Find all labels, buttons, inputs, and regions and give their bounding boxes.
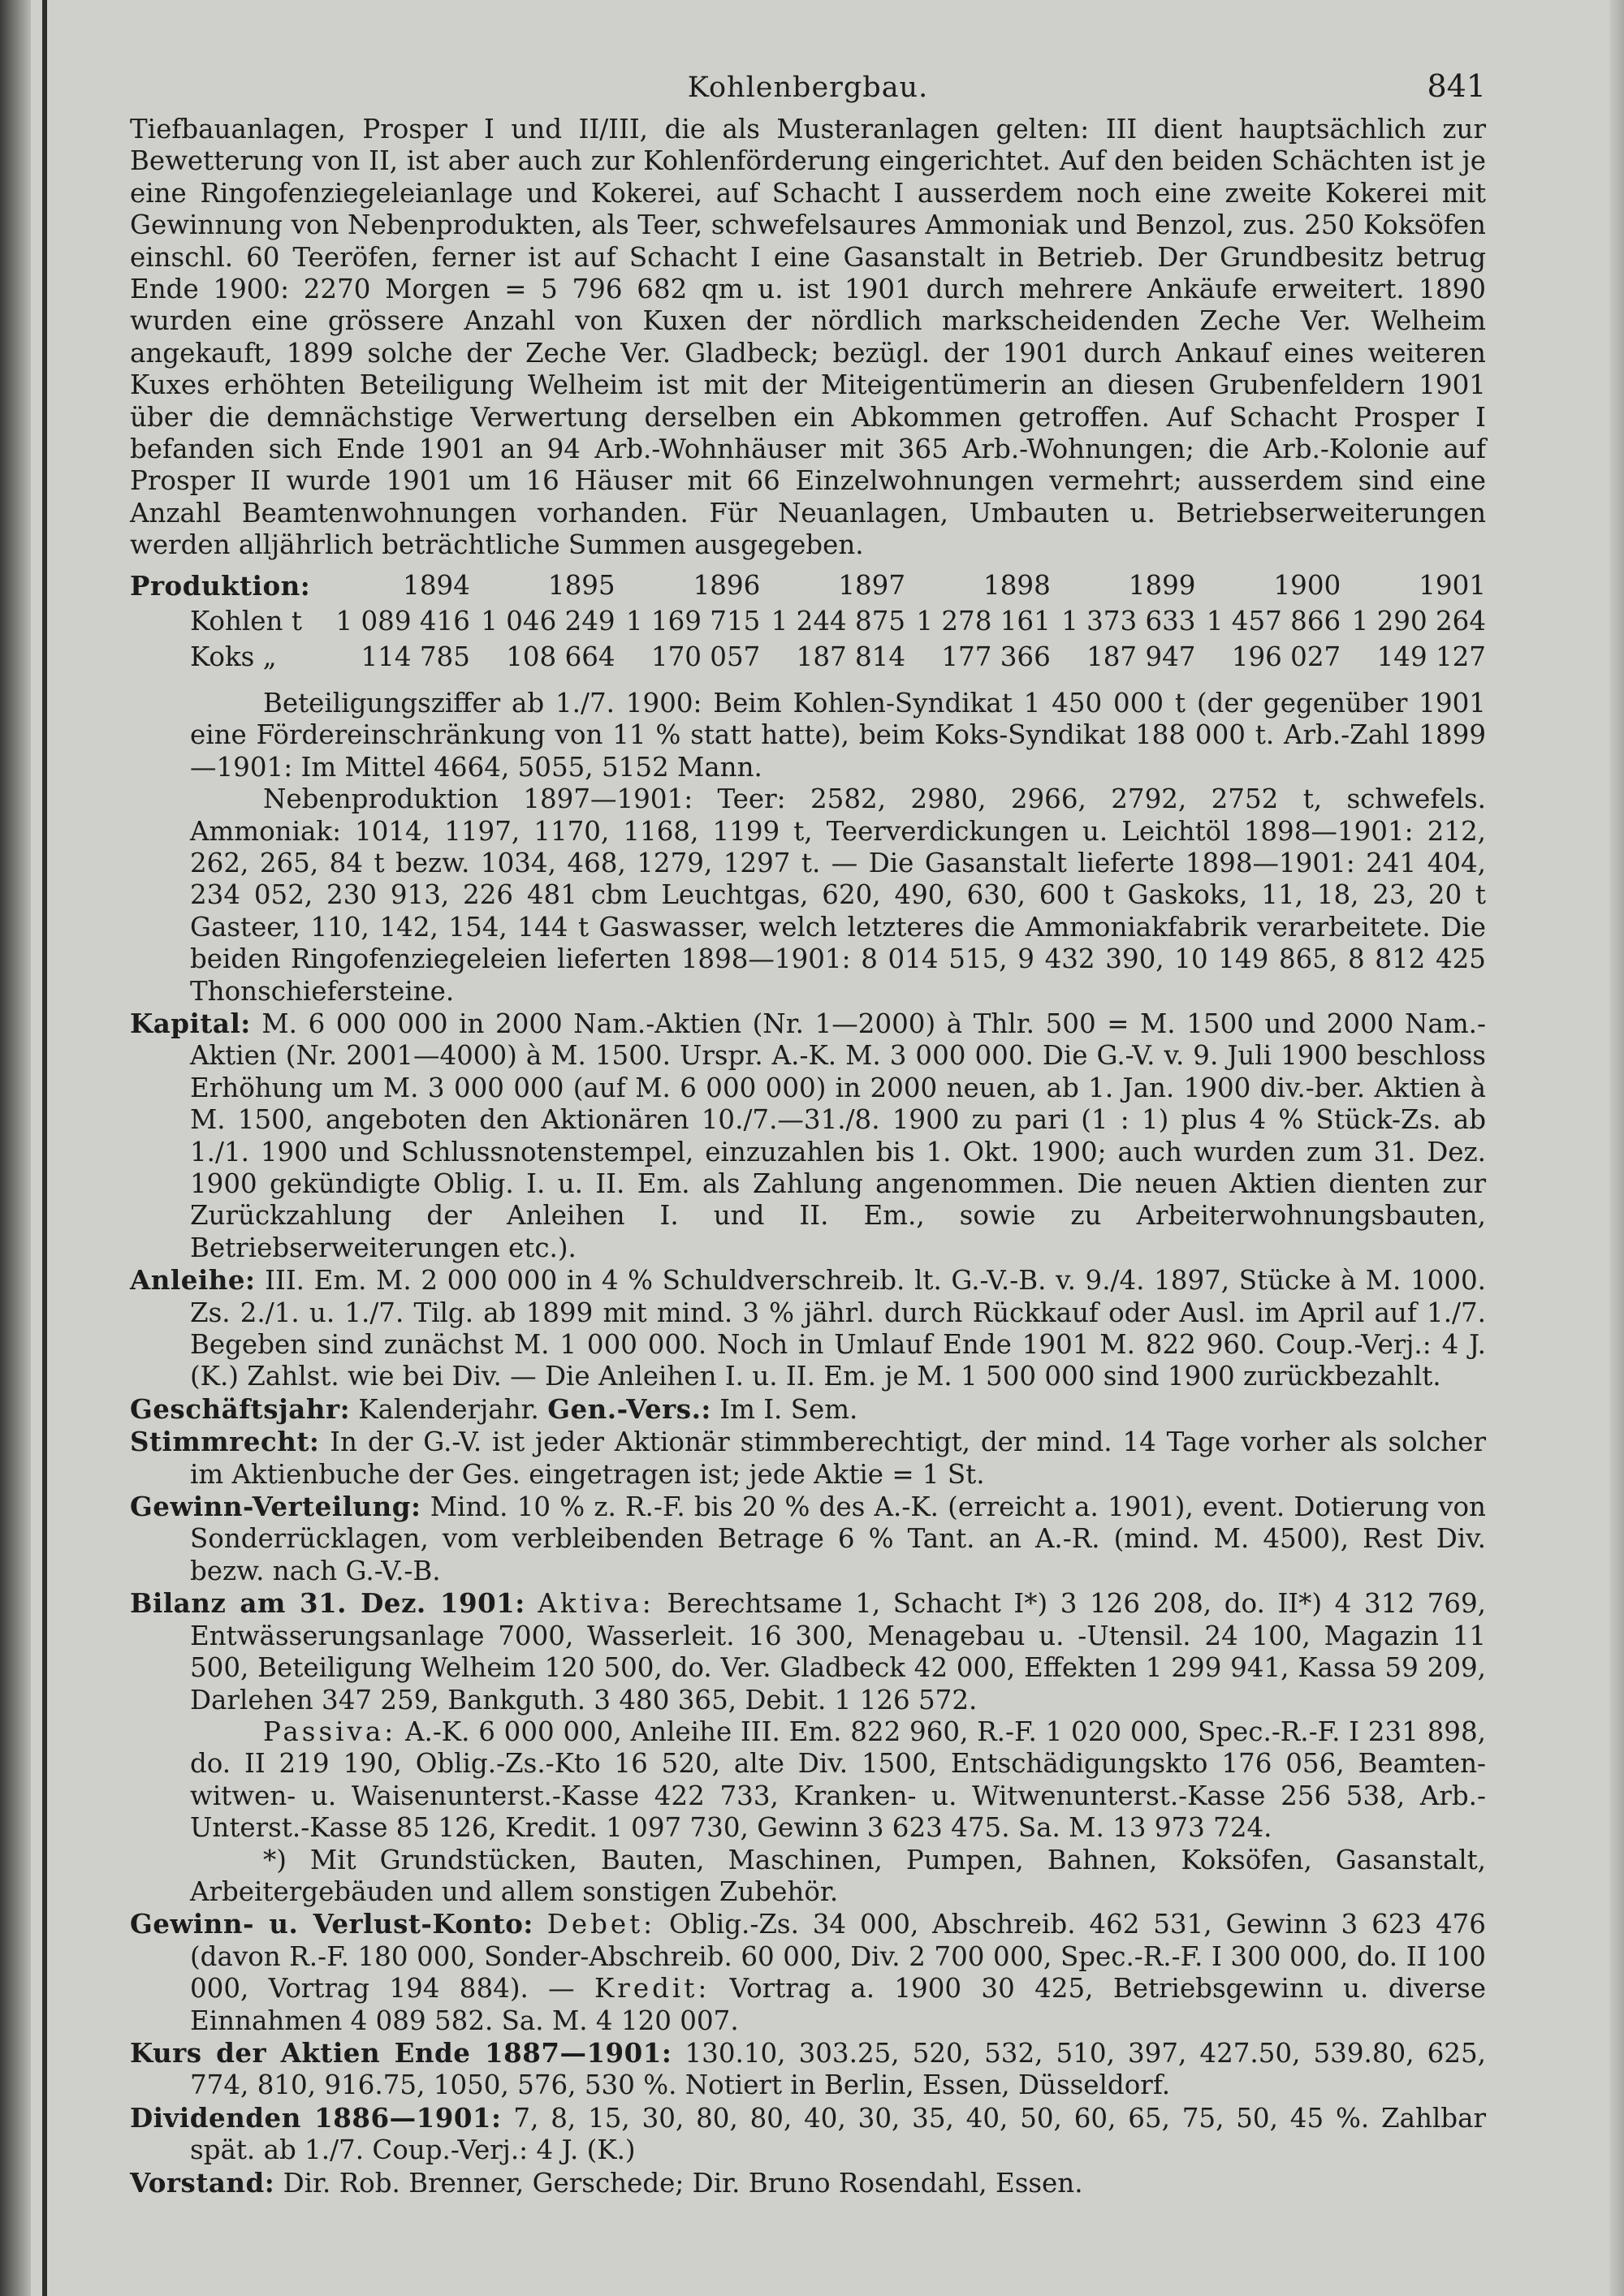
kurs-text: 130.10, 303.25, 520, 532, 510, 397, 427.50, 539.80, 625, 774, 810, 916.75, 1050, 576, 530 %. Notiert in Berlin, Essen, Düsseldorf.: [190, 2037, 1486, 2101]
value-cell: 1 046 249: [481, 606, 615, 637]
aktiva-label: Aktiva:: [538, 1588, 654, 1620]
geschaeftsjahr-text: Kalenderjahr.: [358, 1393, 539, 1425]
year-cell: 1897: [838, 570, 906, 602]
debet-label: Debet:: [546, 1909, 656, 1940]
document-body: [130, 114, 1486, 2199]
vorstand-text: Dir. Rob. Brenner, Gerschede; Dir. Bruno Rosendahl, Essen.: [283, 2167, 1083, 2199]
beteiligung-paragraph: Beteiligungsziffer ab 1./7. 1900: Beim Kohlen-Syndikat 1 450 000 t (der gegenüber 1901 eine Fördereinschränkung von 11 % statt hatte), beim Koks-Syndikat 188 000 t. Arb.-Zahl 1899—1901: Im Mittel 4664, 5055, 5152 Mann.: [190, 687, 1486, 783]
value-cell: 1 457 866: [1206, 606, 1341, 637]
value-cell: 187 947: [1086, 641, 1196, 672]
gewinn-verlust-entry: [130, 1908, 1486, 2037]
anleihe-label: Anleihe:: [130, 1264, 256, 1297]
year-cell: 1900: [1273, 570, 1341, 602]
production-label: Produktion:: [130, 569, 311, 602]
page-edge-line: [42, 0, 47, 2296]
debet-text: Oblig.-Zs. 34 000, Abschreib. 462 531, Gewinn 3 623 476 (davon R.-F. 180 000, Sonder-Abschreib. 60 000, Div. 2 700 000, Spec.-R.-F. I 300 000, do. II 100 000, Vortrag 194 884). —: [190, 1909, 1486, 2005]
gewinnverteilung-entry: [130, 1491, 1486, 1587]
stimmrecht-label: Stimmrecht:: [130, 1426, 320, 1458]
gewinnverteilung-label: Gewinn-Verteilung:: [130, 1491, 421, 1523]
nebenproduktion-paragraph: Nebenproduktion 1897—1901: Teer: 2582, 2980, 2966, 2792, 2752 t, schwefels. Ammoniak: 1014, 1197, 1170, 1168, 1199 t, Teerverdickungen u. Leichtöl 1898—1901: 212, 262, 265, 84 t bezw. 1034, 468, 1279, 1297 t. — Die Gasanstalt lieferte 1898—1901: 241 404, 234 052, 230 913, 226 481 cbm Leuchtgas, 620, 490, 630, 600 t Gaskoks, 11, 18, 23, 20 t Gasteer, 110, 142, 154, 144 t Gaswasser, welch letzteres die Ammoniakfabrik verarbeitete. Die beiden Ringofenziegeleien lieferten 1898—1901: 8 014 515, 9 432 390, 10 149 865, 8 812 425 Thonschiefersteine.: [190, 783, 1486, 1007]
bilanz-footnote: *) Mit Grundstücken, Bauten, Maschinen, Pumpen, Bahnen, Koksöfen, Gasanstalt, Arbeitergebäuden und allem sonstigen Zubehör.: [190, 1844, 1486, 1907]
kredit-text: Vortrag a. 1900 30 425, Betriebsgewinn u. diverse Einnahmen 4 089 582. Sa. M. 4 120 007.: [190, 1973, 1486, 2036]
generalversammlung-text: Im I. Sem.: [719, 1393, 858, 1425]
kredit-label: Kredit:: [594, 1973, 710, 2005]
passiva-text: A.-K. 6 000 000, Anleihe III. Em. 822 960, R.-F. 1 020 000, Spec.-R.-F. I 231 898, do. II 219 190, Oblig.-Zs.-Kto 16 520, alte Div. 1500, Entschädigungskto 176 056, Beamten-witwen- u. Waisenunterst.-Kasse 422 733, Kranken- u. Witwenunterst.-Kasse 256 538, Arb.-Unterst.-Kasse 85 126, Kredit. 1 097 730, Gewinn 3 623 475. Sa. M. 13 973 724.: [190, 1716, 1486, 1844]
anleihe-entry: [130, 1264, 1486, 1393]
row-unit: t: [291, 606, 302, 637]
year-cell: 1901: [1419, 570, 1486, 602]
kapital-entry: [130, 1008, 1486, 1264]
year-cell: 1894: [403, 570, 470, 602]
value-cell: 1 373 633: [1061, 606, 1196, 637]
value-cell: 149 127: [1376, 641, 1486, 672]
value-cell: 177 366: [941, 641, 1051, 672]
row-unit: „: [262, 641, 277, 672]
page-number: 841: [1427, 68, 1486, 104]
year-cell: 1895: [547, 570, 615, 602]
production-table: [130, 568, 1486, 675]
value-cell: 114 785: [361, 641, 470, 672]
anleihe-text: III. Em. M. 2 000 000 in 4 % Schuldverschreib. lt. G.-V.-B. v. 9./4. 1897, Stücke à M. 1000. Zs. 2./1. u. 1./7. Tilg. ab 1899 mit mind. 3 % jährl. durch Rückkauf oder Ausl. im April auf 1./7. Begeben sind zunächst M. 1 000 000. Noch in Umlauf Ende 1901 M. 822 960. Coup.-Verj.: 4 J. (K.) Zahlst. wie bei Div. — Die Anleihen I. u. II. Em. je M. 1 500 000 sind 1900 zurückbezahlt.: [190, 1265, 1486, 1392]
bilanz-label: Bilanz am 31. Dez. 1901:: [130, 1587, 525, 1620]
row-name: Koks: [190, 641, 255, 672]
value-cell: 170 057: [650, 641, 761, 672]
value-cell: 108 664: [506, 641, 615, 672]
kurs-label: Kurs der Aktien Ende 1887—1901:: [130, 2036, 672, 2069]
gewinn-verlust-label: Gewinn- u. Verlust-Konto:: [130, 1908, 533, 1940]
production-row-kohlen: [130, 604, 1486, 639]
geschaeftsjahr-entry: [130, 1393, 1486, 1426]
page-right-edge: [1609, 0, 1624, 2296]
vorstand-label: Vorstand:: [130, 2166, 275, 2199]
document-page: [130, 57, 1486, 2281]
kapital-label: Kapital:: [130, 1007, 251, 1039]
book-binding-shadow: [0, 0, 31, 2296]
production-header-row: [130, 568, 1486, 604]
value-cell: 1 278 161: [916, 606, 1051, 637]
value-cell: 1 169 715: [625, 606, 761, 637]
running-header: [130, 57, 1486, 114]
gewinnverteilung-text: Mind. 10 % z. R.-F. bis 20 % des A.-K. (erreicht a. 1901), event. Dotierung von Sonderrücklagen, vom verbleibenden Betrage 6 % Tant. an A.-R. (mind. M. 4500), Rest Div. bezw. nach G.-V.-B.: [190, 1491, 1486, 1586]
passiva-entry: [130, 1716, 1486, 1845]
aktiva-text: Berechtsame 1, Schacht I*) 3 126 208, do. II*) 4 312 769, Entwässerungsanlage 7000, Wasserleit. 16 300, Menagebau u. -Utensil. 24 100, Magazin 11 500, Beteiligung Welheim 120 500, do. Ver. Gladbeck 42 000, Effekten 1 299 941, Kassa 59 209, Darlehen 347 259, Bankguth. 3 480 365, Debit. 1 126 572.: [190, 1588, 1486, 1716]
year-cell: 1898: [983, 570, 1051, 602]
stimmrecht-entry: [130, 1426, 1486, 1491]
year-cell: 1896: [693, 570, 761, 602]
generalversammlung-label: Gen.-Vers.:: [547, 1392, 711, 1425]
dividenden-label: Dividenden 1886—1901:: [130, 2101, 502, 2134]
geschaeftsjahr-label: Geschäftsjahr:: [130, 1392, 351, 1425]
kapital-text: M. 6 000 000 in 2000 Nam.-Aktien (Nr. 1—2000) à Thlr. 500 = M. 1500 und 2000 Nam.-Aktien (Nr. 2001—4000) à M. 1500. Urspr. A.-K. M. 3 000 000. Die G.-V. v. 9. Juli 1900 beschloss Erhöhung um M. 3 000 000 (auf M. 6 000 000) in 2000 neuen, ab 1. Jan. 1900 div.-ber. Aktien à M. 1500, angeboten den Aktionären 10./7.—31./8. 1900 zu pari (1 : 1) plus 4 % Stück-Zs. ab 1./1. 1900 und Schlussnotenstempel, einzuzahlen bis 1. Okt. 1900; auch wurden zum 31. Dez. 1900 gekündigte Oblig. I. u. II. Em. als Zahlung angenommen. Die neuen Aktien dienten zur Zurückzahlung der Anleihen I. und II. Em., sowie zu Arbeiterwohnungsbauten, Betriebserweiterungen etc.).: [190, 1008, 1486, 1263]
running-title: Kohlenbergbau.: [687, 71, 929, 104]
kurs-entry: [130, 2037, 1486, 2102]
dividenden-text: 7, 8, 15, 30, 80, 80, 40, 30, 35, 40, 50, 60, 65, 75, 50, 45 %. Zahlbar spät. ab 1./7. Coup.-Verj.: 4 J. (K.): [190, 2102, 1486, 2166]
row-name: Kohlen: [190, 606, 283, 637]
production-row-koks: [130, 640, 1486, 675]
value-cell: 1 089 416: [335, 606, 470, 637]
vorstand-entry: [130, 2167, 1486, 2199]
bilanz-entry: [130, 1587, 1486, 1716]
passiva-label: Passiva:: [263, 1716, 397, 1747]
dividenden-entry: [130, 2102, 1486, 2167]
year-cell: 1899: [1128, 570, 1196, 602]
stimmrecht-text: In der G.-V. ist jeder Aktionär stimmberechtigt, der mind. 14 Tage vorher als solcher im Aktienbuche der Ges. eingetragen ist; jede Aktie = 1 St.: [190, 1426, 1486, 1490]
value-cell: 196 027: [1231, 641, 1341, 672]
value-cell: 187 814: [796, 641, 906, 672]
value-cell: 1 290 264: [1351, 606, 1486, 637]
intro-paragraph: Tiefbauanlagen, Prosper I und II/III, die als Musteranlagen gelten: III dient hauptsächlich zur Bewetterung von II, ist aber auch zur Kohlenförderung eingerichtet. Auf den beiden Schächten ist je eine Ringofenziegeleianlage und Kokerei, auf Schacht I ausserdem noch eine zweite Kokerei mit Gewinnung von Nebenprodukten, als Teer, schwefelsaures Ammoniak und Benzol, zus. 250 Koksöfen einschl. 60 Teeröfen, ferner ist auf Schacht I eine Gasanstalt in Betrieb. Der Grundbesitz betrug Ende 1900: 2270 Morgen = 5 796 682 qm u. ist 1901 durch mehrere Ankäufe erweitert. 1890 wurden eine grössere Anzahl von Kuxen der nördlich markscheidenden Zeche Ver. Welheim angekauft, 1899 solche der Zeche Ver. Gladbeck; bezügl. der 1901 durch Ankauf eines weiteren Kuxes erhöhten Beteiligung Welheim ist mit der Miteigentümerin an diesen Grubenfeldern 1901 über die demnächstige Verwertung derselben ein Abkommen getroffen. Auf Schacht Prosper I befanden sich Ende 1901 an 94 Arb.-Wohnhäuser mit 365 Arb.-Wohnungen; die Arb.-Kolonie auf Prosper II wurde 1901 um 16 Häuser mit 66 Einzelwohnungen vermehrt; ausserdem sind eine Anzahl Beamtenwohnungen vorhanden. Für Neuanlagen, Umbauten u. Betriebserweiterungen werden alljährlich beträchtliche Summen ausgegeben.: [130, 114, 1486, 561]
value-cell: 1 244 875: [771, 606, 906, 637]
